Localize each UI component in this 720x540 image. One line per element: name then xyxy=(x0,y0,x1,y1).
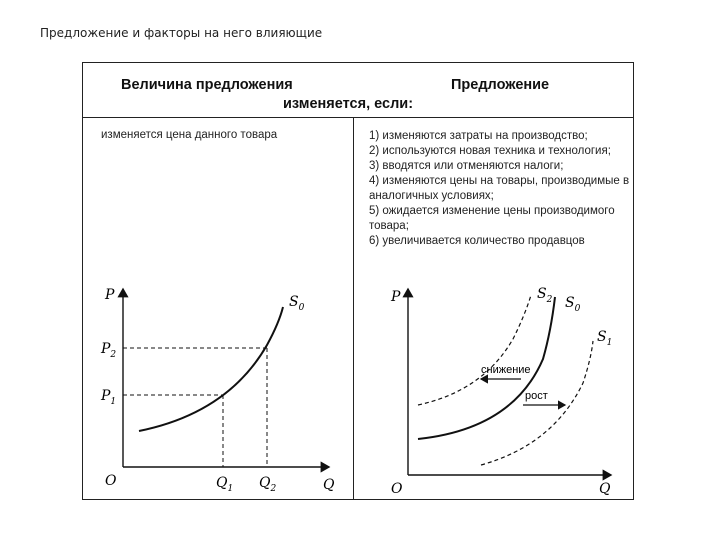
right-origin-label: O xyxy=(391,481,403,497)
p1-label: $P_1$ xyxy=(101,388,117,407)
header-center-label: изменяется, если: xyxy=(283,96,414,112)
right-supply-graph xyxy=(353,279,633,501)
condition-item: 2) используются новая техника и технология; xyxy=(369,145,611,157)
supply-curve-s2 xyxy=(418,295,531,405)
right-y-axis-label: P xyxy=(391,289,401,305)
left-y-axis-label: P xyxy=(105,287,115,303)
s2-label: $S_2$ xyxy=(537,286,553,305)
left-x-axis-label: Q xyxy=(323,477,335,493)
header-right-label: Предложение xyxy=(451,77,550,93)
condition-item: 3) вводятся или отменяются налоги; xyxy=(369,160,564,172)
slide-title: Предложение и факторы на него влияющие xyxy=(40,26,323,40)
conditions-list xyxy=(369,129,631,249)
condition-item: 4) изменяются цены на товары, производимые в аналогичных условиях; xyxy=(369,175,630,202)
decrease-label: снижение xyxy=(481,364,531,376)
q2-label: $Q_2$ xyxy=(259,475,277,494)
condition-item: 6) увеличивается количество продавцов xyxy=(369,235,585,247)
table-header xyxy=(83,63,633,118)
left-s0-label: $S_0$ xyxy=(289,294,305,313)
left-supply-curve-s0 xyxy=(139,307,283,431)
right-x-axis-label: Q xyxy=(599,481,611,497)
condition-item: 5) ожидается изменение цены производимого товара; xyxy=(369,205,615,232)
left-condition-text: изменяется цена данного товара xyxy=(101,129,278,141)
left-origin-label: O xyxy=(105,473,117,489)
left-supply-graph xyxy=(83,279,353,499)
s1-label: $S_1$ xyxy=(597,329,613,348)
p2-label: $P_2$ xyxy=(101,341,117,360)
supply-factors-figure xyxy=(82,62,634,500)
condition-item: 1) изменяются затраты на производство; xyxy=(369,130,588,142)
q1-label: $Q_1$ xyxy=(216,475,234,494)
increase-label: рост xyxy=(525,390,548,402)
s0-label: $S_0$ xyxy=(565,295,581,314)
header-left-label: Величина предложения xyxy=(121,77,293,93)
